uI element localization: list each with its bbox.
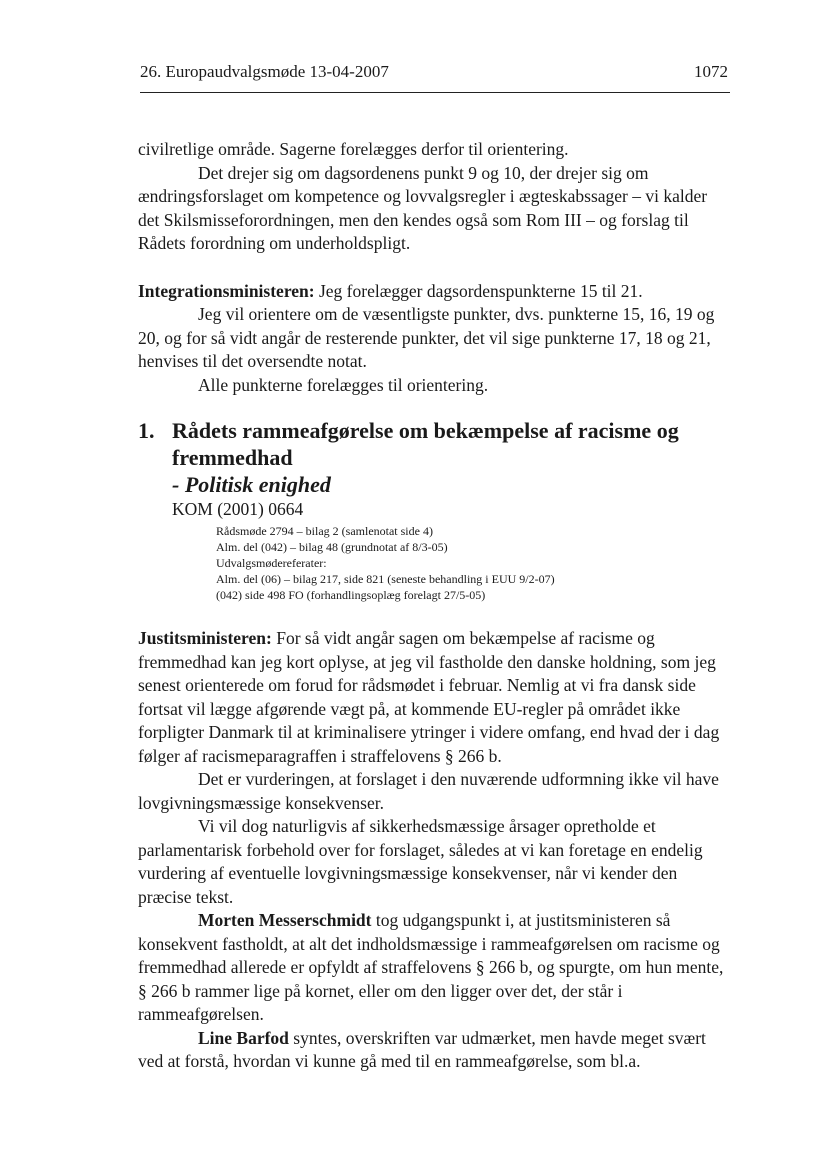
- section-number: 1.: [138, 418, 155, 443]
- reference-item: Udvalgsmødereferater:: [216, 556, 327, 570]
- section-heading: [138, 417, 726, 471]
- messerschmidt-text: tog udgangspunkt i, at justitsministeren så konsekvent fastholdt, at alt det indholdsmæssige i rammeafgørelsen om racisme og fremmedhad allerede er opfyldt af straffelovens § 266 b, og spurgte, om hun mente, § 266 b rammer lige på kornet, eller om den ligger over det, der står i rammeafgørelsen.: [138, 910, 724, 1024]
- document-body: [138, 138, 726, 1074]
- integration-text: Jeg forelægger dagsordenspunkterne 15 til 21.: [314, 280, 643, 301]
- reference-item: Alm. del (06) – bilag 217, side 821 (seneste behandling i EUU 9/2-07): [216, 572, 555, 586]
- integration-paragraph-2: Jeg vil orientere om de væsentligste punkter, dvs. punkterne 15, 16, 19 og 20, og for så vidt angår de resterende punkter, det vil sige punkterne 17, 18 og 21, henvises til det oversendte notat.: [138, 304, 715, 371]
- section-subtitle: - Politisk enighed: [172, 472, 331, 497]
- speaker-messerschmidt: Morten Messerschmidt: [198, 910, 372, 930]
- kom-reference: KOM (2001) 0664: [172, 499, 304, 519]
- justits-text: For så vidt angår sagen om bekæmpelse af racisme og fremmedhad kan jeg kort oplyse, at jeg vil fastholde den danske holdning, som jeg senest orienterede om forud for rådsmødet i februar. Nemlig at vi fra dansk side fortsat vil lægge afgørende vægt på, at kommende EU-regler på området ikke forpligter Danmark til at kriminalisere ytringer i videre omfang, end hvad der i dag følger af racismeparagraffen i straffelovens § 266 b.: [138, 628, 720, 766]
- header-rule: [140, 92, 730, 93]
- reference-item: Rådsmøde 2794 – bilag 2 (samlenotat side 4): [216, 524, 433, 538]
- intro-paragraph-1: civilretlige område. Sagerne forelægges derfor til orientering.: [138, 139, 569, 159]
- intro-paragraph-2: Det drejer sig om dagsordenens punkt 9 og 10, der drejer sig om ændringsforslaget om kompetence og lovvalgsregler i ægteskabssager – vi kalder det Skilsmisseforordningen, men den kendes også som Rom III – og forslag til Rådets forordning om underholdspligt.: [138, 162, 708, 253]
- speaker-justits: Justitsministeren:: [138, 628, 272, 648]
- speaker-integration: Integrationsministeren:: [138, 280, 315, 301]
- reference-item: (042) side 498 FO (forhandlingsoplæg forelagt 27/5-05): [216, 588, 486, 602]
- reference-item: Alm. del (042) – bilag 48 (grundnotat af 8/3-05): [216, 540, 448, 554]
- header-title: 26. Europaudvalgsmøde 13-04-2007: [140, 62, 389, 81]
- justits-paragraph-3: Vi vil dog naturligvis af sikkerhedsmæssige årsager opretholde et parlamentarisk forbehold over for forslaget, således at vi kan foretage en endelig vurdering af eventuelle lovgivningsmæssige konsekvenser, når vi kender den præcise tekst.: [138, 816, 703, 907]
- speaker-barfod: Line Barfod: [198, 1027, 289, 1048]
- page-header: [140, 60, 728, 84]
- integration-paragraph-1: [138, 280, 726, 304]
- messerschmidt-paragraph: [138, 909, 726, 1027]
- page-number: 1072: [694, 62, 728, 81]
- barfod-paragraph: [138, 1027, 726, 1074]
- barfod-text: syntes, overskriften var udmærket, men havde meget svært ved at forstå, hvordan vi kunne gå med til en rammeafgørelse, som bl.a.: [138, 1027, 706, 1071]
- justits-paragraph-1: [138, 627, 726, 768]
- section-title: Rådets rammeafgørelse om bekæmpelse af racisme og fremmedhad: [172, 418, 679, 470]
- reference-list: [216, 523, 726, 603]
- integration-paragraph-3: Alle punkterne forelægges til orientering.: [198, 374, 489, 395]
- justits-paragraph-2: Det er vurderingen, at forslaget i den nuværende udformning ikke vil have lovgivningsmæssige konsekvenser.: [138, 769, 719, 813]
